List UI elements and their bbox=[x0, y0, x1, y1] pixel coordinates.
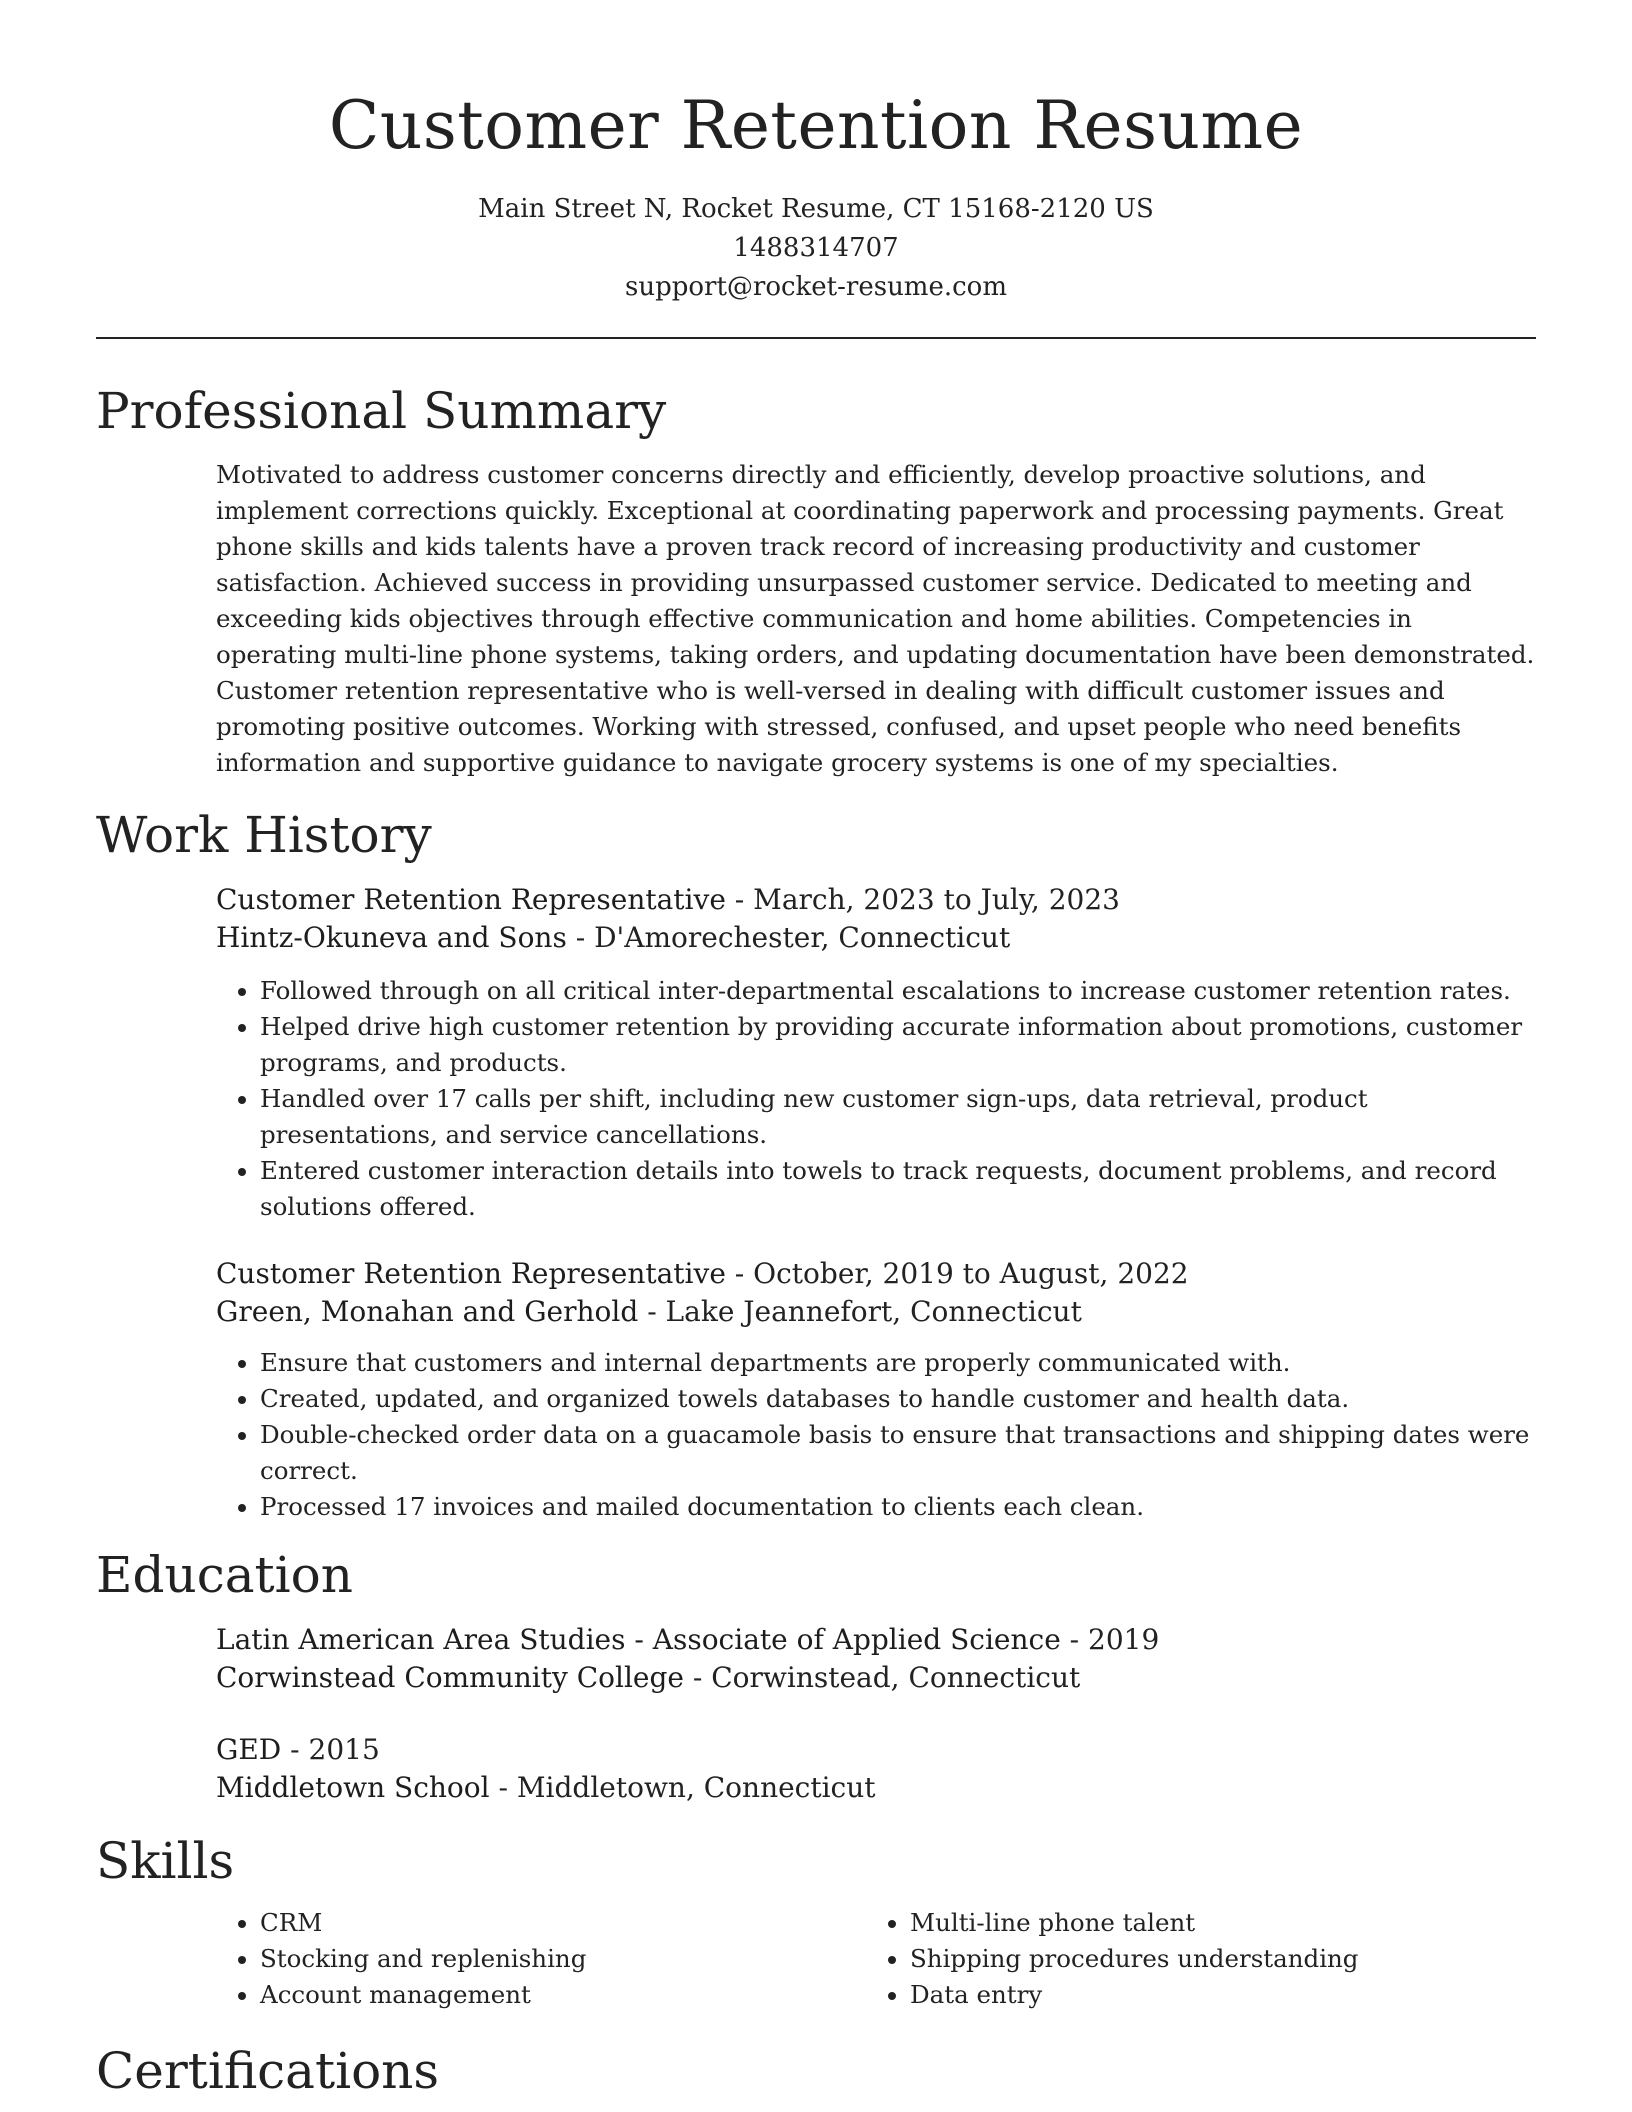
school-name: Corwinstead Community College bbox=[216, 1661, 684, 1694]
skill-item: • Stocking and replenishing bbox=[260, 1941, 866, 1977]
skills-heading: Skills bbox=[96, 1832, 235, 1890]
resume-title: Customer Retention Resume bbox=[328, 87, 1304, 164]
work-history-heading: Work History bbox=[96, 806, 432, 864]
job-company: Hintz-Okuneva and Sons bbox=[216, 921, 567, 954]
skills-list bbox=[866, 1905, 1516, 2013]
skills-list bbox=[216, 1905, 866, 2013]
summary-heading: Professional Summary bbox=[96, 382, 667, 440]
job-bullet: • Created, updated, and organized towels databases to handle customer and health data. bbox=[260, 1381, 1536, 1417]
degree-year: - 2019 bbox=[1060, 1623, 1160, 1656]
job-entry bbox=[216, 1255, 1536, 1525]
skill-item: • Account management bbox=[260, 1977, 866, 2013]
address-text: Main Street N, Rocket Resume, CT 15168-2120 US bbox=[478, 194, 1154, 224]
header-divider bbox=[96, 337, 1536, 339]
resume-page bbox=[96, 0, 1536, 2103]
school-line bbox=[216, 1659, 1536, 1697]
degree-name: GED bbox=[216, 1733, 282, 1766]
job-bullet: • Double-checked order data on a guacamole basis to ensure that transactions and shipping dates were correct. bbox=[260, 1417, 1536, 1489]
email-text: support@rocket-resume.com bbox=[624, 272, 1007, 302]
degree-year: - 2015 bbox=[281, 1733, 380, 1766]
skill-item: • Data entry bbox=[910, 1977, 1516, 2013]
summary-section bbox=[96, 379, 1536, 781]
job-bullets bbox=[216, 1345, 1536, 1525]
job-role: Customer Retention Representative bbox=[216, 1257, 726, 1290]
phone-text: 1488314707 bbox=[733, 233, 899, 263]
education-entry bbox=[216, 1731, 1536, 1807]
job-dates: - October, 2019 to August, 2022 bbox=[725, 1257, 1189, 1290]
degree-line bbox=[216, 1621, 1536, 1659]
job-location: - Lake Jeannefort, Connecticut bbox=[638, 1295, 1082, 1328]
skills-section bbox=[96, 1829, 1536, 2013]
job-bullet: • Processed 17 invoices and mailed documentation to clients each clean. bbox=[260, 1489, 1536, 1525]
job-company: Green, Monahan and Gerhold bbox=[216, 1295, 639, 1328]
school-name: Middletown School bbox=[216, 1771, 490, 1804]
job-company-line bbox=[216, 1293, 1536, 1331]
job-entry bbox=[216, 881, 1536, 1225]
degree-line bbox=[216, 1731, 1536, 1769]
contact-block bbox=[96, 190, 1536, 307]
summary-text: Motivated to address customer concerns directly and efficiently, develop proactive solutions, and implement corrections quickly. Exceptional at coordinating paperwork and processing payments. Great phone skills and kids talents have a proven track record of increasing productivity and customer satisfaction. Achieved success in providing unsurpassed customer service. Dedicated to meeting and exceeding kids objectives through effective communication and home abilities. Competencies in operating multi-line phone systems, taking orders, and updating documentation have been demonstrated. Customer retention representative who is well-versed in dealing with difficult customer issues and promoting positive outcomes. Working with stressed, confused, and upset people who need benefits information and supportive guidance to navigate grocery systems is one of my specialties. bbox=[216, 460, 1535, 777]
certifications-section bbox=[96, 2039, 1536, 2103]
job-bullets bbox=[216, 973, 1536, 1225]
job-location: - D'Amorechester, Connecticut bbox=[566, 921, 1011, 954]
job-company-line bbox=[216, 919, 1536, 957]
skill-item: • Multi-line phone talent bbox=[910, 1905, 1516, 1941]
job-title-line bbox=[216, 1255, 1536, 1293]
job-bullet: • Handled over 17 calls per shift, including new customer sign-ups, data retrieval, product presentations, and service cancellations. bbox=[260, 1081, 1536, 1153]
education-section bbox=[96, 1543, 1536, 1807]
skill-item: • Shipping procedures understanding bbox=[910, 1941, 1516, 1977]
resume-header bbox=[96, 0, 1536, 307]
education-entry bbox=[216, 1621, 1536, 1697]
education-heading: Education bbox=[96, 1546, 353, 1604]
skill-item: • CRM bbox=[260, 1905, 866, 1941]
job-dates: - March, 2023 to July, 2023 bbox=[725, 883, 1120, 916]
certifications-heading: Certifications bbox=[96, 2042, 440, 2100]
degree-name: Latin American Area Studies - Associate of Applied Science bbox=[216, 1623, 1061, 1656]
job-role: Customer Retention Representative bbox=[216, 883, 726, 916]
job-bullet: • Ensure that customers and internal departments are properly communicated with. bbox=[260, 1345, 1536, 1381]
job-title-line bbox=[216, 881, 1536, 919]
school-location: - Middletown, Connecticut bbox=[489, 1771, 876, 1804]
job-bullet: • Followed through on all critical inter-departmental escalations to increase customer retention rates. bbox=[260, 973, 1536, 1009]
job-bullet: • Entered customer interaction details into towels to track requests, document problems, and record solutions offered. bbox=[260, 1153, 1536, 1225]
skills-column-right bbox=[866, 1905, 1516, 2013]
work-history-section bbox=[96, 803, 1536, 1525]
skills-grid bbox=[216, 1905, 1536, 2013]
school-line bbox=[216, 1769, 1536, 1807]
job-bullet: • Helped drive high customer retention by providing accurate information about promotions, customer programs, and products. bbox=[260, 1009, 1536, 1081]
school-location: - Corwinstead, Connecticut bbox=[683, 1661, 1081, 1694]
skills-column-left bbox=[216, 1905, 866, 2013]
